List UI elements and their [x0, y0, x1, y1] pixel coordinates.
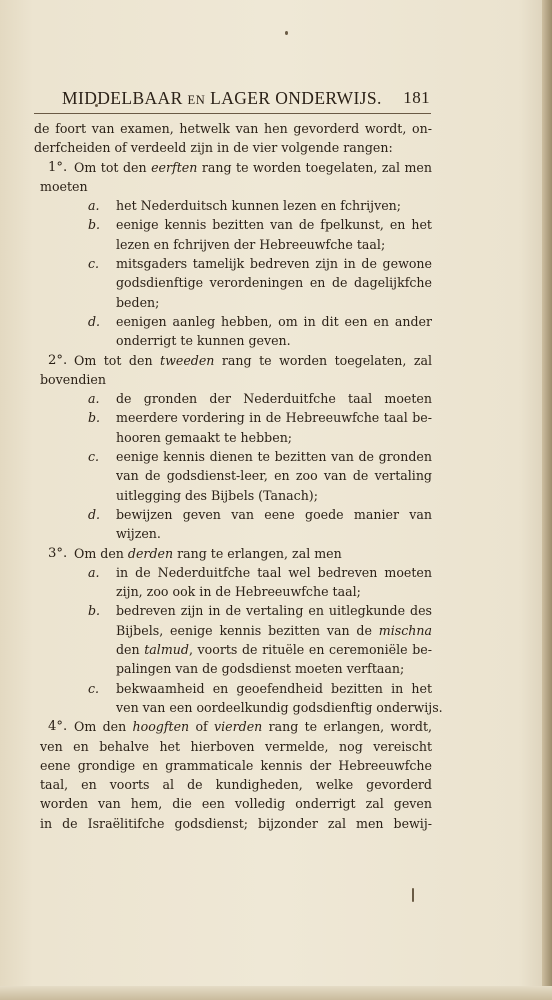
item-line: meerdere vordering in de Hebreeuwfche taal be-: [116, 410, 432, 426]
header-title-b: LAGER ONDERWIJS.: [210, 88, 382, 108]
ink-speck: [412, 888, 414, 902]
item-letter: d.: [88, 313, 101, 329]
item-line: eenige kennis bezitten van de fpelkunst, en het: [116, 217, 432, 233]
list-item: [34, 312, 432, 351]
item-line: uitlegging des Bijbels (Tanach);: [116, 487, 318, 503]
item-line: lezen en fchrijven der Hebreeuwfche taal;: [116, 236, 386, 252]
item-line: zijn, zoo ook in de Hebreeuwfche taal;: [116, 584, 361, 600]
section-heading-line: Om den hoogften of vierden rang te erlangen, wordt,: [74, 719, 432, 735]
item-line: den talmud, voorts de rituële en ceremoniële be-: [116, 642, 432, 658]
section-3: [34, 544, 432, 563]
list-item: [34, 601, 432, 678]
section-heading-line: Om tot den tweeden rang te worden toegelaten, zal: [74, 352, 432, 368]
item-line: godsdienftige verordeningen en de dagelijkfche: [116, 275, 432, 291]
list-item: [34, 408, 432, 447]
item-line: beden;: [116, 294, 160, 310]
item-line: eenige kennis dienen te bezitten van de gronden: [116, 449, 432, 465]
section-line: taal, en voorts al de kundigheden, welke gevorderd: [40, 777, 432, 793]
section-heading-line: Om den derden rang te erlangen, zal men: [74, 545, 342, 561]
item-line: hooren gemaakt te hebben;: [116, 429, 293, 445]
page-bottom-edge: [0, 986, 552, 1000]
item-line: bekwaamheid en geoefendheid bezitten in het: [116, 680, 432, 696]
item-line: palingen van de godsdienst moeten verftaan;: [116, 661, 405, 677]
intro-line: de foort van examen, hetwelk van hen gevorderd wordt, on-: [34, 121, 432, 136]
list-item: [34, 215, 432, 254]
item-line: mitsgaders tamelijk bedreven zijn in de gewone: [116, 256, 432, 272]
item-letter: c.: [88, 449, 100, 465]
section-2: [34, 351, 432, 370]
item-letter: b.: [88, 217, 101, 233]
item-letter: a.: [88, 564, 100, 580]
list-item: [34, 196, 432, 215]
section-line: moeten: [40, 178, 88, 194]
running-header: [62, 88, 430, 112]
list-item: [34, 389, 432, 408]
section-number: 3°.: [48, 545, 68, 561]
item-line: eenigen aanleg hebben, om in dit een en ander: [116, 313, 432, 329]
item-letter: d.: [88, 506, 101, 522]
item-letter: c.: [88, 256, 100, 272]
intro-line: derfcheiden of verdeeld zijn in de vier volgende rangen:: [34, 140, 393, 156]
section-1: [34, 158, 432, 177]
section-line: worden van hem, die een volledig onderrigt zal geven: [40, 796, 432, 812]
item-line: in de Nederduitfche taal wel bedreven moeten: [116, 564, 432, 580]
section-4: [34, 717, 432, 736]
item-line: Bijbels, eenige kennis bezitten van de mischna: [116, 622, 432, 638]
item-letter: a.: [88, 391, 100, 407]
item-line: van de godsdienst-leer, en zoo van de vertaling: [116, 468, 432, 484]
header-title-en: EN: [187, 93, 206, 107]
item-letter: b.: [88, 410, 101, 426]
list-item: [34, 447, 432, 505]
section-line: eene grondige en grammaticale kennis der Hebreeuwfche: [40, 757, 432, 773]
page-edge-shadow: [542, 0, 552, 1000]
ink-speck: [285, 31, 288, 35]
body-text: [34, 119, 443, 833]
item-line: bewijzen geven van eene goede manier van: [116, 506, 432, 522]
section-number: 2°.: [48, 352, 68, 368]
page-number: 181: [403, 88, 430, 107]
item-line: wijzen.: [116, 526, 161, 542]
list-item: [34, 563, 432, 602]
list-item: [34, 505, 432, 544]
item-line: ven van een oordeelkundig godsdienftig onderwijs.: [116, 699, 443, 715]
list-item: [34, 254, 432, 312]
section-line: ven en behalve het hierboven vermelde, nog vereischt: [40, 738, 432, 754]
header-title-a: MIDDELBAAR: [62, 88, 183, 108]
header-rule: [34, 113, 431, 114]
section-line: bovendien: [40, 371, 106, 387]
item-line: onderrigt te kunnen geven.: [116, 333, 291, 349]
item-line: de gronden der Nederduitfche taal moeten: [116, 391, 432, 407]
item-line: bedreven zijn in de vertaling en uitlegkunde des: [116, 603, 432, 619]
section-number: 4°.: [48, 719, 68, 735]
list-item: [34, 679, 443, 718]
section-heading-line: Om tot den eerften rang te worden toegelaten, zal men: [74, 159, 432, 175]
section-line: in de Israëlitifche godsdienst; bijzonder zal men bewij-: [40, 815, 432, 831]
item-letter: b.: [88, 603, 101, 619]
section-number: 1°.: [48, 159, 68, 175]
item-letter: c.: [88, 680, 100, 696]
item-line: het Nederduitsch kunnen lezen en fchrijven;: [116, 198, 402, 214]
item-letter: a.: [88, 198, 100, 214]
